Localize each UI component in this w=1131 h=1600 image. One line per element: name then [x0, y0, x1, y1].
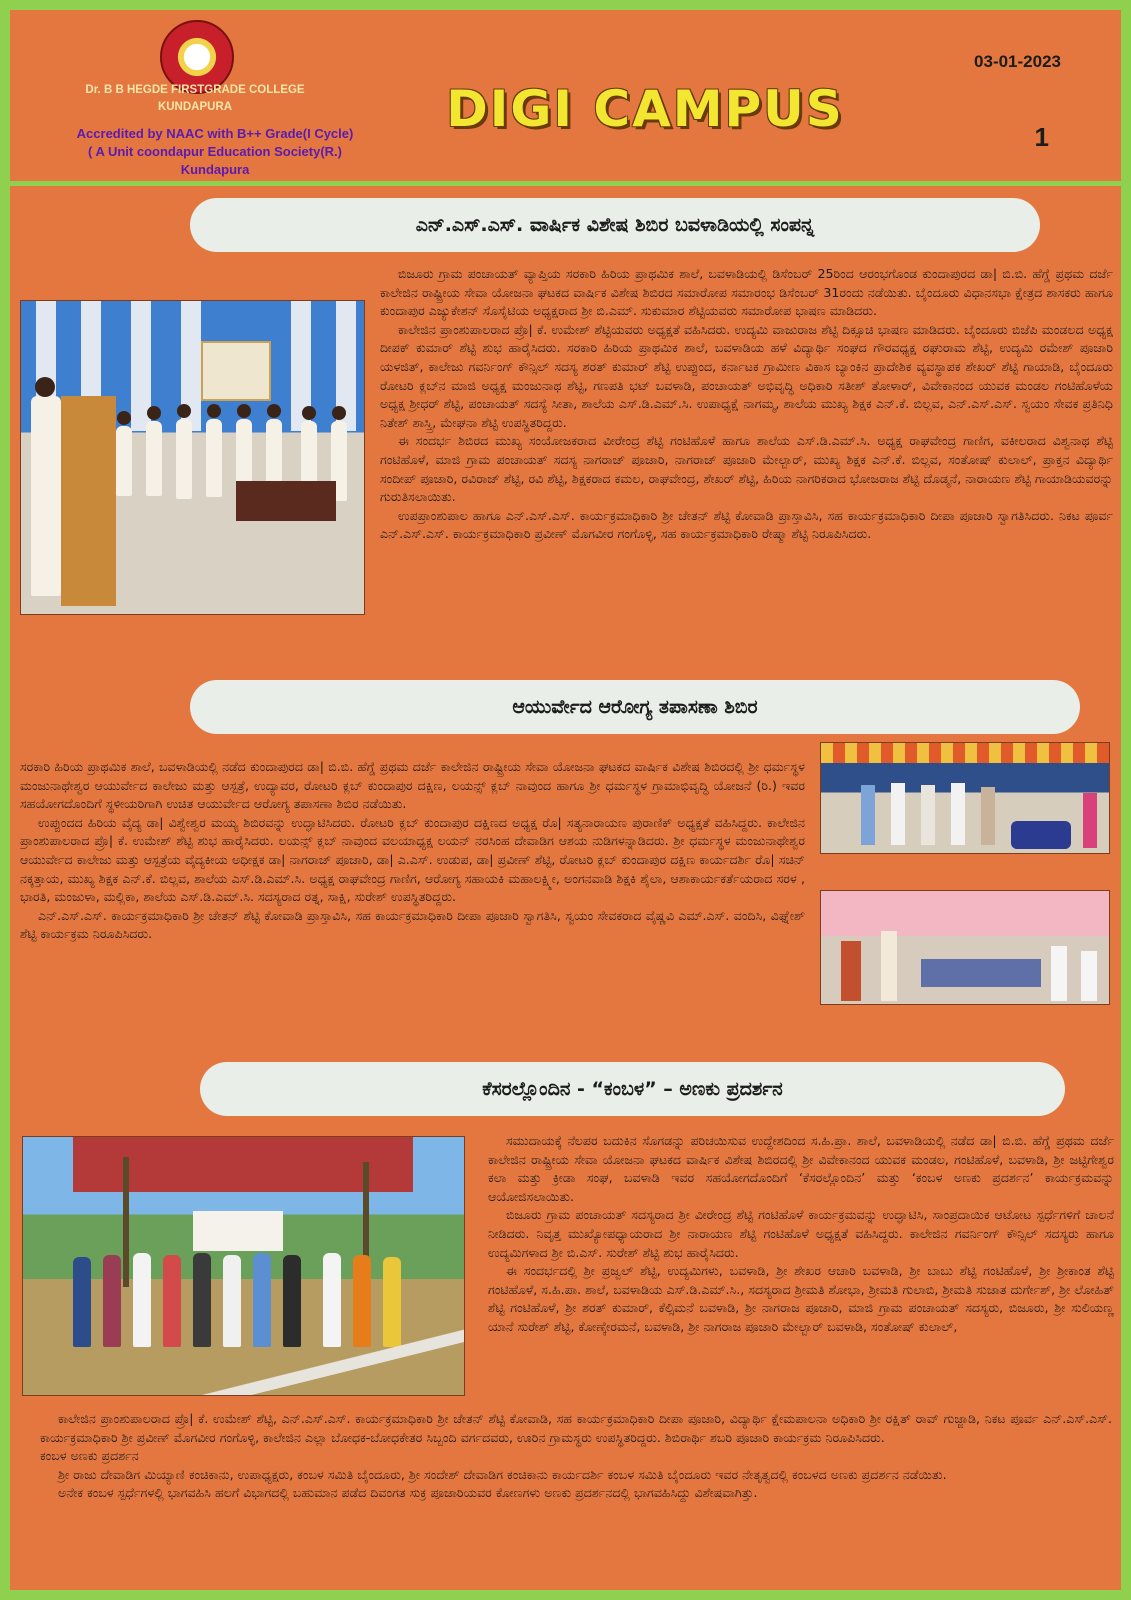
article1-para3: ಈ ಸಂದರ್ಭ ಶಿಬಿರದ ಮುಖ್ಯ ಸಂಯೋಜಕರಾದ ವೀರೇಂದ್ರ ಶೆಟ್ಟಿ ಗಂಟಿಹೊಳೆ ಹಾಗೂ ಶಾಲೆಯ ಎಸ್.ಡಿ.ಎಮ್.ಸಿ. ಅಧ್ಯಕ್ಷ ರಾಘವೇಂದ್ರ ಗಾಣಿಗ, ವಕೀಲರಾದ ವಿಶ್ವನಾಥ ಶೆಟ್ಟಿ ಗಂಟಿಹೊಳೆ, ಮಾಜಿ ಗ್ರಾಮ ಪಂಚಾಯತ್ ಸದಸ್ಯ ನಾಗರಾಜ್ ಪೂಜಾರಿ, ನಾಗರಾಜ್ ಪೂಜಾರಿ ಮೇಲ್ಬಾರ್, ಮುಖ್ಯ ಶಿಕ್ಷಕ ಎನ್.ಕೆ. ಬಿಲ್ಲವ, ಸಂತೋಷ್ ಕುಲಾಲ್, ಪ್ರಾಕ್ತನ ವಿದ್ಯಾರ್ಥಿ ಸಂದೀಪ್ ಪೂಜಾರಿ, ರವಿರಾಜ್ ಶೆಟ್ಟಿ, ರವಿ ಶೆಟ್ಟಿ, ಶಿಕ್ಷಕರಾದ ಕಮಲ, ರಾಘವೇಂದ್ರ, ಶೇಖರ್ ಶೆಟ್ಟಿ, ಹಿರಿಯ ನಾಗರಿಕರಾದ ಭೋಜರಾಜ ಶೆಟ್ಟಿ ದೊಡ್ಮನೆ, ನಾರಾಯಣ ಶೆಟ್ಟಿ ಗಾಯಾಡಿಯವರನ್ನು ಗುರುತಿಸಲಾಯಿತು. — [380, 433, 1113, 505]
article3-right-para2: ಬಿಜೂರು ಗ್ರಾಮ ಪಂಚಾಯತ್ ಸದಸ್ಯರಾದ ಶ್ರೀ ವೀರೇಂದ್ರ ಶೆಟ್ಟಿ ಗಂಟಿಹೊಳೆ ಕಾರ್ಯಕ್ರಮವನ್ನು ಉದ್ಘಾಟಿಸಿ, ಸಾಂಪ್ರದಾಯಿಕ ಆಟೋಟ ಸ್ಪರ್ಧೆಗಳಿಗೆ ಚಾಲನೆ ನೀಡಿದರು. ನಿವೃತ್ತ ಮುಖ್ಯೋಪಧ್ಯಾಯರಾದ ಶ್ರೀ ನಾರಾಯಣ ಶೆಟ್ಟಿ ಗಂಟಿಹೊಳೆ ಅಧ್ಯಕ್ಷತೆ ವಹಿಸಿದ್ದರು. ಕಾಲೇಜಿನ ಗವರ್ನಿಂಗ್ ಕೌನ್ಸಿಲ್ ಸದಸ್ಯರು ಹಾಗೂ ಉದ್ಯಮಿಗಳಾದ ಶ್ರೀ ಬಿ.ಎಸ್. ಸುರೇಶ್ ಶೆಟ್ಟಿ ಶುಭ ಹಾರೈಸಿದರು. — [488, 1207, 1114, 1260]
article2-body — [20, 758, 805, 1036]
newsletter-header — [10, 10, 1121, 186]
article1-body — [380, 265, 1113, 670]
ayurveda-health-camp-photo — [820, 890, 1110, 1005]
article2-title: ಆಯುರ್ವೇದ ಆರೋಗ್ಯ ತಪಾಸಣಾ ಶಿಬಿರ — [190, 680, 1080, 734]
article2-para3: ಎನ್.ಎಸ್.ಎಸ್. ಕಾರ್ಯಕ್ರಮಾಧಿಕಾರಿ ಶ್ರೀ ಚೇತನ್ ಶೆಟ್ಟಿ ಕೋವಾಡಿ ಪ್ರಾಸ್ತಾವಿಸಿ, ಸಹ ಕಾರ್ಯಕ್ರಮಾಧಿಕಾರಿ ದೀಪಾ ಪೂಜಾರಿ ಸ್ವಾಗತಿಸಿ, ಸ್ವಯಂ ಸೇವಕರಾದ ವೈಷ್ಣವಿ ಎಮ್.ಎಸ್. ವಂದಿಸಿ, ವಿಘ್ನೇಶ್ ಶೆಟ್ಟಿ ಕಾರ್ಯಕ್ರಮ ನಿರೂಪಿಸಿದರು. — [20, 907, 805, 942]
college-name-line1: Dr. B B HEGDE FIRSTGRADE COLLEGE — [85, 84, 305, 96]
article1-para2: ಕಾಲೇಜಿನ ಪ್ರಾಂಶುಪಾಲರಾದ ಪ್ರೊ| ಕೆ. ಉಮೇಶ್ ಶೆಟ್ಟಿಯವರು ಅಧ್ಯಕ್ಷತೆ ವಹಿಸಿದರು. ಉದ್ಯಮಿ ವಾಜುರಾಜ ಶೆಟ್ಟಿ ದಿಕ್ಸೂಚಿ ಭಾಷಣ ಮಾಡಿದರು. ಬೈಂದೂರು ಬಿಜೆಪಿ ಮಂಡಲದ ಅಧ್ಯಕ್ಷ ದೀಪಕ್ ಕುಮಾರ್ ಶೆಟ್ಟಿ ಶುಭ ಹಾರೈಸಿದರು. ಸರಕಾರಿ ಹಿರಿಯ ಪ್ರಾಥಮಿಕ ಶಾಲೆ, ಬವಳಾಡಿಯ ಹಳೆ ವಿದ್ಯಾರ್ಥಿ ಸಂಘದ ಗೌರವಧ್ಯಕ್ಷ ರಘುರಾಮ ಶೆಟ್ಟಿ, ಉದ್ಯಮಿ ರಮೇಶ್ ಪೂಜಾರಿ ಯಳಜಿತ್, ಕಾಲೇಜು ಗವರ್ನಿಂಗ್ ಕೌನ್ಸಿಲ್ ಸದಸ್ಯ ಶರತ್ ಕುಮಾರ್ ಶೆಟ್ಟಿ ಉಪ್ಪುಂದ, ಕರ್ನಾಟಕ ಗ್ರಾಮೀಣ ವಿಕಾಸ ಬ್ಯಾಂಕಿನ ಪ್ರಾದೇಶಿಕ ವ್ಯವಸ್ಥಾಪಕ ಶೇಖರ್ ಶೆಟ್ಟಿ ಗಾಯಾಡಿ, ಬೈಂದೂರು ರೋಟರಿ ಕ್ಲಬ್‍ನ ಮಾಜಿ ಅಧ್ಯಕ್ಷ ಮಂಜುನಾಥ ಶೆಟ್ಟಿ, ಗಣಪತಿ ಭಟ್ ಬವಳಾಡಿ, ಪಂಚಾಯತ್ ಅಭಿವೃದ್ಧಿ ಅಧಿಕಾರಿ ಸತೀಶ್ ತೋಳಾರ್, ವಿವೇಕಾನಂದ ಯುವಕ ಮಂಡಲ ಗಂಟಿಹೊಳೆಯ ಅಧ್ಯಕ್ಷ ಶ್ರೀಧರ್ ಶೆಟ್ಟಿ, ಪಂಚಾಯತ್ ಸದಸ್ಯೆ ಸೀತಾ, ಶಾಲೆಯ ಎಸ್.ಡಿ.ಎಮ್.ಸಿ. ಉಪಾಧ್ಯಕ್ಷೆ ನಾಗಮ್ಮ, ಶಾಲೆಯ ಮುಖ್ಯ ಶಿಕ್ಷಕ ಎನ್.ಕೆ. ಬಿಲ್ಲವ, ಎನ್.ಎಸ್.ಎಸ್. ಸ್ವಯಂ ಸೇವಕ ಪ್ರತಿನಿಧಿ ನಿತೇಶ್ ಶಾಸ್ತ್ರಿ, ಮೇಘನಾ ಶೆಟ್ಟಿ ಉಪಸ್ಥಿತರಿದ್ದರು. — [380, 321, 1113, 430]
article1-title: ಎನ್.ಎಸ್.ಎಸ್. ವಾರ್ಷಿಕ ವಿಶೇಷ ಶಿಬಿರ ಬವಳಾಡಿಯಲ್ಲಿ ಸಂಪನ್ನ — [190, 198, 1040, 252]
accreditation-text: Accredited by NAAC with B++ Grade(I Cycle) — [76, 126, 354, 141]
article3-subheading: ಕಂಬಳ ಅಣಕು ಪ್ರದರ್ಶನ — [40, 1448, 139, 1464]
college-name — [50, 82, 340, 117]
article3-body-full — [40, 1410, 1112, 1588]
accreditation-block — [40, 125, 390, 180]
masthead-title: DIGI CAMPUS — [446, 80, 844, 138]
kambala-group-photo — [22, 1136, 465, 1396]
article2-para2: ಉಪ್ಪುಂದದ ಹಿರಿಯ ವೈದ್ಯ ಡಾ| ವಿಶ್ವೇಶ್ವರ ಮಯ್ಯ ಶಿಬಿರವನ್ನು ಉದ್ಘಾಟಿಸಿದರು. ರೋಟರಿ ಕ್ಲಬ್ ಕುಂದಾಪುರ ದಕ್ಷಿಣದ ಅಧ್ಯಕ್ಷ ರೊ| ಸತ್ಯನಾರಾಯಣ ಪುರಾಣಿಕ್ ಅಧ್ಯಕ್ಷತೆ ವಹಿಸಿದ್ದರು. ಕಾಲೇಜಿನ ಪ್ರಾಂಶುಪಾಲರಾದ ಪ್ರೊ| ಕೆ. ಉಮೇಶ್ ಶೆಟ್ಟಿ ಶುಭ ಹಾರೈಸಿದರು. ಲಯನ್ಸ್ ಕ್ಲಬ್ ನಾವುಂದ ವಲಯಾಧ್ಯಕ್ಷ ಲಯನ್ ನರಸಿಂಹ ದೇವಾಡಿಗ ಆಶಯ ನುಡಿಗಳನ್ನಾಡಿದರು. ಶ್ರೀ ಧರ್ಮಸ್ಥಳ ಮಂಜುನಾಥೇಶ್ವರ ಆಯುರ್ವೇದ ಕಾಲೇಜು ಮತ್ತು ಆಸ್ಪತ್ರೆಯ ವೈದ್ಯಕೀಯ ಅಧೀಕ್ಷಕ ಡಾ| ನಾಗರಾಜ್ ಪೂಜಾರಿ, ಡಾ| ಎ.ಎಸ್. ಉಡುಪ, ಡಾ| ಪ್ರವೀಣ್ ಶೆಟ್ಟಿ, ರೋಟರಿ ಕ್ಲಬ್ ಕುಂದಾಪುರ ದಕ್ಷಿಣ ಕಾರ್ಯದರ್ಶಿ ರೊ| ಸಚಿನ್ ನಕ್ಕತ್ತಾಯ, ಮುಖ್ಯ ಶಿಕ್ಷಕ ಎನ್.ಕೆ. ಬಿಲ್ಲವ, ಶಾಲೆಯ ಎಸ್.ಡಿ.ಎಮ್.ಸಿ. ಅಧ್ಯಕ್ಷ ರಾಘವೇಂದ್ರ ಗಾಣಿಗ, ಆರೋಗ್ಯ ಸಹಾಯಕಿ ಮಹಾಲಕ್ಷ್ಮೀ, ಅಂಗನವಾಡಿ ಶಿಕ್ಷಕಿ ಶೈಲಾ, ಆಶಾಕಾರ್ಯಕರ್ತೆಯರಾದ ಸರಳ , ಭಾರತಿ, ಮಂಜುಳಾ, ಮಲ್ಲಿಕಾ, ಶಾಲೆಯ ಎಸ್.ಡಿ.ಎಮ್.ಸಿ. ಸದಸ್ಯರಾದ ರತ್ನ, ಸಾಕ್ಷಿ, ಸುರೇಶ್ ಉಪಸ್ಥಿತರಿದ್ದರು. — [20, 814, 805, 905]
issue-date: 03-01-2023 — [974, 52, 1061, 71]
article3-right-para1: ಸಮುದಾಯಕ್ಕೆ ನೆಲಪರ ಬದುಕಿನ ಸೊಗಡನ್ನು ಪರಿಚಯಿಸುವ ಉದ್ದೇಶದಿಂದ ಸ.ಹಿ.ಪ್ರಾ. ಶಾಲೆ, ಬವಳಾಡಿಯಲ್ಲಿ ನಡೆದ ಡಾ| ಬಿ.ಬಿ. ಹೆಗ್ಡೆ ಪ್ರಥಮ ದರ್ಜೆ ಕಾಲೇಜಿನ ರಾಷ್ಟ್ರೀಯ ಸೇವಾ ಯೋಜನಾ ಘಟಕದ ವಾರ್ಷಿಕ ವಿಶೇಷ ಶಿಬಿರದಲ್ಲಿ ಶ್ರೀ ವಿವೇಕಾನಂದ ಯುವಕ ಮಂಡಲ, ಗಂಟಿಹೊಳೆ, ಬವಳಾಡಿ, ಶ್ರೀ ಜಟ್ಟಿಗೇಶ್ವರ ಕಲಾ ಮತ್ತು ಕ್ರೀಡಾ ಸಂಘ, ಬವಳಾಡಿ ಇವರ ಸಹಯೋಗದೊಂದಿಗೆ ‘ಕೆಸರಲ್ಲೊಂದಿನ’ ಮತ್ತು ‘ಕಂಬಳ ಅಣಕು ಪ್ರದರ್ಶನ’ ಕಾರ್ಯಕ್ರಮವನ್ನು ಆಯೋಜಿಸಲಾಯಿತು. — [488, 1133, 1114, 1204]
place-text: Kundapura — [180, 162, 250, 178]
article3-right-para3: ಈ ಸಂದರ್ಭದಲ್ಲಿ ಶ್ರೀ ಪ್ರಜ್ವಲ್ ಶೆಟ್ಟಿ, ಉದ್ಯಮಿಗಳು, ಬವಳಾಡಿ, ಶ್ರೀ ಶೇಖರ ಆಚಾರಿ ಬವಳಾಡಿ, ಶ್ರೀ ಬಾಬು ಶೆಟ್ಟಿ ಗಂಟಿಹೊಳೆ, ಶ್ರೀ ಶ್ರೀಕಾಂತ ಶೆಟ್ಟಿ ಗಂಟಿಹೊಳೆ, ಸ.ಹಿ.ಪಾ. ಶಾಲೆ, ಬವಳಾಡಿಯ ಎಸ್.ಡಿ.ಎಮ್.ಸಿ., ಸದಸ್ಯರಾದ ಶ್ರೀಮತಿ ಶೋಭಾ, ಶ್ರೀಮತಿ ಗುಲಾಬಿ, ಶ್ರೀಮತಿ ಸುಜಾತ ದುರ್ಗೇಶ್, ಶ್ರೀ ಲೋಹಿತ್ ಶೆಟ್ಟಿ ಗಂಟಿಹೊಳೆ, ಶ್ರೀ ಶರತ್ ಕುಮಾರ್, ಕೆಲ್ಸಿಮನೆ ಬವಳಾಡಿ, ಶ್ರೀ ನಾಗರಾಜ ಪೂಜಾರಿ, ಮಾಜಿ ಗ್ರಾಮ ಪಂಚಾಯತ್ ಸದಸ್ಯರು, ಬಿಜೂರು, ಶ್ರೀ ಸುಲಿಯಣ್ಣ ಯಾನೆ ಸುರೇಶ್ ಶೆಟ್ಟಿ, ಕೋಣ್ಕೇರಮನೆ, ಬವಳಾಡಿ, ಶ್ರೀ ನಾಗರಾಜ ಪೂಜಾರಿ ಮೇಲ್ಬಾರ್ ಬವಳಾಡಿ, ಸಂತೋಷ್ ಕುಲಾಲ್, — [488, 1263, 1114, 1334]
issue-number: 1 — [1034, 122, 1049, 152]
college-name-line2: KUNDAPURA — [157, 101, 233, 114]
article2-para1: ಸರಕಾರಿ ಹಿರಿಯ ಪ್ರಾಥಮಿಕ ಶಾಲೆ, ಬವಳಾಡಿಯಲ್ಲಿ ನಡೆದ ಕುಂದಾಪುರದ ಡಾ| ಬಿ.ಬಿ. ಹೆಗ್ಡೆ ಪ್ರಥಮ ದರ್ಜೆ ಕಾಲೇಜಿನ ರಾಷ್ಟ್ರೀಯ ಸೇವಾ ಯೋಜನಾ ಘಟಕದ ವಾರ್ಷಿಕ ವಿಶೇಷ ಶಿಬಿರದಲ್ಲಿ ಶ್ರೀ ಧರ್ಮಸ್ಥಳ ಮಂಜುನಾಥೇಶ್ವರ ಆಯುರ್ವೇದ ಕಾಲೇಜು ಮತ್ತು ಆಸ್ಪತ್ರೆ, ಉದ್ಯಾವರ, ರೋಟರಿ ಕ್ಲಬ್ ಕುಂದಾಪುರ ದಕ್ಷಿಣ, ಲಯನ್ಸ್ ಕ್ಲಬ್ ನಾವುಂದ ಹಾಗೂ ಶ್ರೀ ಧರ್ಮಸ್ಥಳ ಗ್ರಾಮಾಭಿವೃದ್ಧಿ ಯೋಜನೆ (ರಿ.) ಇವರ ಸಹಯೋಗದೊಂದಿಗೆ ಸ್ಥಳೀಯರಿಗಾಗಿ ಉಚಿತ ಆಯುರ್ವೇದ ಆರೋಗ್ಯ ತಪಾಸಣಾ ಶಿಬಿರ ನಡೆಯಿತು. — [20, 759, 805, 812]
article3-full-para3: ಅನೇಕ ಕಂಬಳ ಸ್ಪರ್ಧೆಗಳಲ್ಲಿ ಭಾಗವಹಿಸಿ ಹಲಗೆ ವಿಭಾಗದಲ್ಲಿ ಬಹುಮಾನ ಪಡೆದ ದಿವಂಗತ ಸುಕ್ರ ಪೂಜಾರಿಯವರ ಕೋಣಗಳು ಅಣಕು ಪ್ರದರ್ಶನದಲ್ಲಿ ಭಾಗವಹಿಸಿದ್ದು ವಿಶೇಷವಾಗಿತ್ತು. — [58, 1485, 758, 1501]
lions-club-lamp-lighting-photo — [820, 742, 1110, 854]
article3-title: ಕೆಸರಲ್ಲೊಂದಿನ - “ಕಂಬಳ” – ಅಣಕು ಪ್ರದರ್ಶನ — [200, 1062, 1065, 1116]
article3-full-para1: ಕಾಲೇಜಿನ ಪ್ರಾಂಶುಪಾಲರಾದ ಪ್ರೊ| ಕೆ. ಉಮೇಶ್ ಶೆಟ್ಟಿ, ಎನ್.ಎಸ್.ಎಸ್. ಕಾರ್ಯಕ್ರಮಾಧಿಕಾರಿ ಶ್ರೀ ಚೇತನ್ ಶೆಟ್ಟಿ ಕೋವಾಡಿ, ಸಹ ಕಾರ್ಯಕ್ರಮಾಧಿಕಾರಿ ದೀಪಾ ಪೂಜಾರಿ, ವಿದ್ಯಾರ್ಥಿ ಕ್ಷೇಮಪಾಲನಾ ಅಧಿಕಾರಿ ಶ್ರೀ ರಕ್ಷಿತ್ ರಾವ್ ಗುಜ್ಜಾಡಿ, ನಿಕಟ ಪೂರ್ವ ಎನ್.ಎಸ್.ಎಸ್. ಕಾರ್ಯಕ್ರಮಾಧಿಕಾರಿ ಶ್ರೀ ಪ್ರವೀಣ್ ಮೊಗವೀರ ಗಂಗೊಳ್ಳಿ, ಕಾಲೇಜಿನ ಎಲ್ಲಾ ಬೋಧಕ-ಬೋಧಕೇತರ ಸಿಬ್ಬಂದಿ ವರ್ಗದವರು, ಊರಿನ ಗ್ರಾಮಸ್ಥರು ಉಪಸ್ಥಿತರಿದ್ದರು. ಶಿಬಿರಾರ್ಥಿ ಶಬರಿ ಪೂಜಾರಿ ಕಾರ್ಯಕ್ರಮ ನಿರೂಪಿಸಿದರು. — [40, 1411, 1112, 1445]
article1-para4: ಉಪಪ್ರಾಂಶುಪಾಲ ಹಾಗೂ ಎನ್.ಎಸ್.ಎಸ್. ಕಾರ್ಯಕ್ರಮಾಧಿಕಾರಿ ಶ್ರೀ ಚೇತನ್ ಶೆಟ್ಟಿ ಕೋವಾಡಿ ಪ್ರಾಸ್ತಾವಿಸಿ, ಸಹ ಕಾರ್ಯಕ್ರಮಾಧಿಕಾರಿ ದೀಪಾ ಪೂಜಾರಿ ಸ್ವಾಗತಿಸಿದರು. ನಿಕಟ ಪೂರ್ವ ಎನ್.ಎಸ್.ಎಸ್. ಕಾರ್ಯಕ್ರಮಾಧಿಕಾರಿ ಪ್ರವೀಣ್ ಮೊಗವೀರ ಗಂಗೊಳ್ಳಿ, ಸಹ ಕಾರ್ಯಕ್ರಮಾಧಿಕಾರಿ ರೇಷ್ಮಾ ಶೆಟ್ಟಿ ನಿರೂಪಿಸಿದರು. — [380, 507, 1113, 542]
article1-para1: ಬಿಜೂರು ಗ್ರಾಮ ಪಂಚಾಯತ್ ವ್ಯಾಪ್ತಿಯ ಸರಕಾರಿ ಹಿರಿಯ ಪ್ರಾಥಮಿಕ ಶಾಲೆ, ಬವಳಾಡಿಯಲ್ಲಿ ಡಿಸೆಂಬರ್ 25ರಿಂದ ಆರಂಭಗೊಂಡ ಕುಂದಾಪುರದ ಡಾ| ಬಿ.ಬಿ. ಹೆಗ್ಡೆ ಪ್ರಥಮ ದರ್ಜೆ ಕಾಲೇಜಿನ ರಾಷ್ಟ್ರೀಯ ಸೇವಾ ಯೋಜನಾ ಘಟಕದ ವಾರ್ಷಿಕ ವಿಶೇಷ ಶಿಬಿರದ ಸಮಾರೋಪ ಸಮಾರಂಭ ಡಿಸೆಂಬರ್ 31ರಂದು ನಡೆಯಿತು. ಬೈಂದೂರು ವಿಧಾನಸಭಾ ಕ್ಷೇತ್ರದ ಶಾಸಕರು ಹಾಗೂ ಕುಂದಾಪುರ ಎಜ್ಯುಕೇಶನ್ ಸೊಸೈಟಿಯ ಅಧ್ಯಕ್ಷರಾದ ಶ್ರೀ ಬಿ.ಎಮ್. ಸುಕುಮಾರ ಶೆಟ್ಟಿಯವರು ಸಮಾರೋಪ ಭಾಷಣ ಮಾಡಿದರು. — [380, 266, 1113, 319]
society-text: ( A Unit coondapur Education Society(R.) — [88, 144, 342, 160]
article3-body-right — [488, 1132, 1114, 1410]
article3-full-para2: ಶ್ರೀ ರಾಜು ದೇವಾಡಿಗ ಮಿಯ್ಯಾಣಿ ಕಂಚಿಕಾನು, ಉಪಾಧ್ಯಕ್ಷರು, ಕಂಬಳ ಸಮಿತಿ ಬೈಂದೂರು, ಶ್ರೀ ಸಂದೇಶ್ ದೇವಾಡಿಗ ಕಂಚಿಕಾನು ಕಾರ್ಯದರ್ಶಿ ಕಂಬಳ ಸಮಿತಿ ಬೈಂದೂರು ಇವರ ನೇತೃತ್ವದಲ್ಲಿ ಕಂಬಳದ ಅಣಕು ಪ್ರದರ್ಶನ ನಡೆಯಿತು. — [58, 1466, 947, 1482]
nss-valedictory-stage-photo — [20, 300, 365, 615]
